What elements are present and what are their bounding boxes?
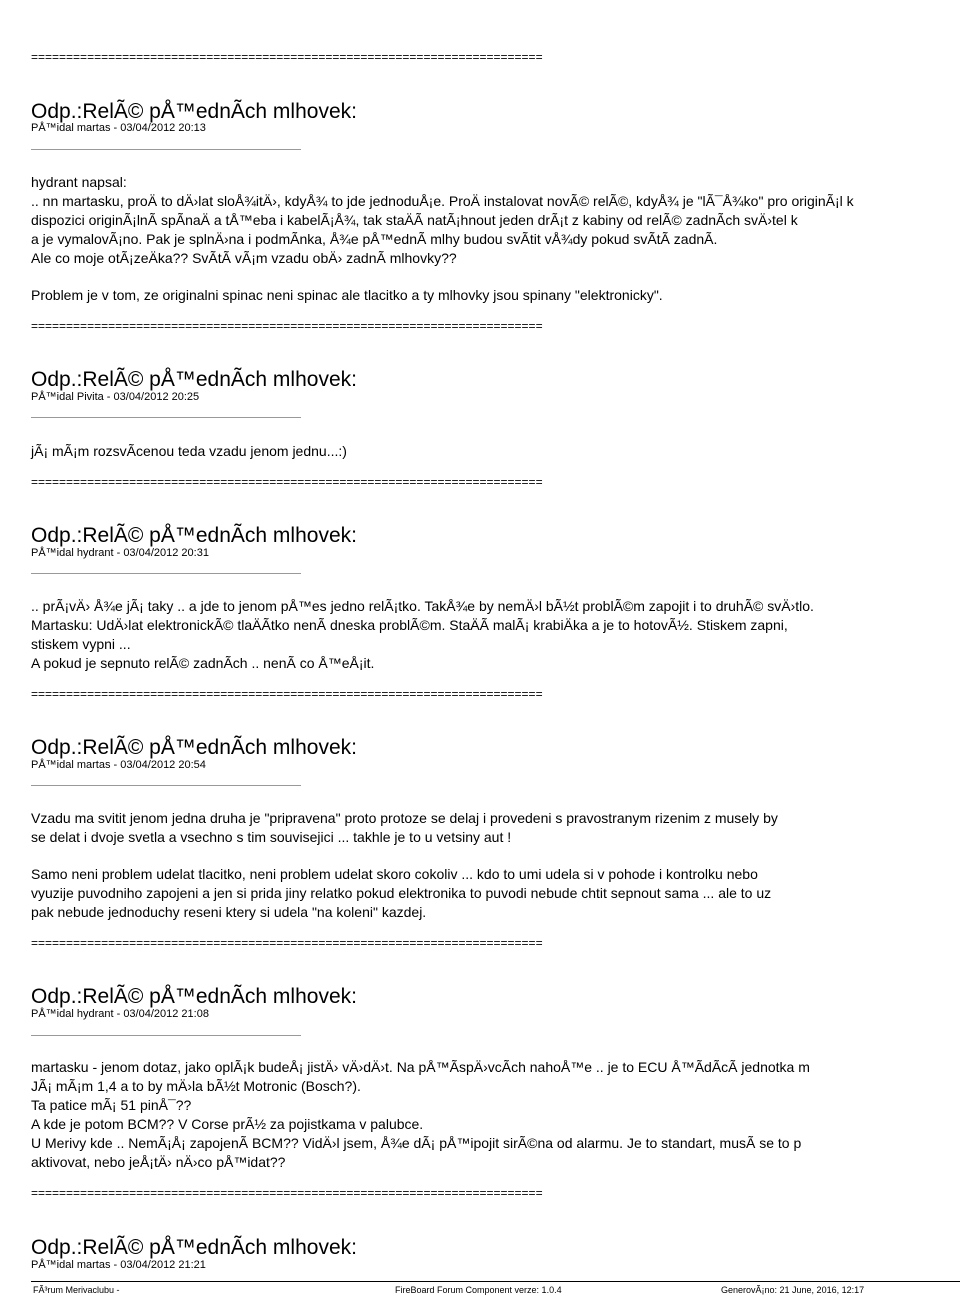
post-line: hydrant napsal:: [31, 174, 127, 190]
post-meta: PÅ™idal hydrant - 03/04/2012 21:08: [31, 1008, 209, 1020]
separator: =========================================================================: [31, 687, 543, 701]
post-title: Odp.:RelÃ© pÅ™ednÃch mlhovek:: [31, 1236, 357, 1259]
divider: [31, 785, 301, 786]
divider: [31, 1035, 301, 1036]
post-line: Problem je v tom, ze originalni spinac neni spinac ale tlacitko a ty mlhovky jsou spinany "elektronicky".: [31, 287, 663, 303]
post-line: martasku - jenom dotaz, jako oplÃ¡k budeÅ¡ jistÄ› vÄ›dÄ›t. Na pÅ™ÃspÄ›vcÃch nahoÅ™e .. je to ECU Å™ÃdÃcÃ jednotka m: [31, 1059, 810, 1075]
footer-generated: GenerovÃ¡no: 21 June, 2016, 12:17: [721, 1285, 865, 1295]
post-line: jÃ¡ mÃ¡m rozsvÃcenou teda vzadu jenom jednu...:): [31, 443, 347, 459]
separator: =========================================================================: [31, 50, 543, 64]
post-line: .. nn martasku, proÄ to dÄ›lat sloÅ¾itÄ›, kdyÅ¾ to jde jednoduÅ¡e. ProÄ instalovat novÃ© relÃ©, kdyÅ¾ je "lÃ¯Å¾ko" pro originÃ¡l k: [31, 193, 854, 209]
separator: =========================================================================: [31, 936, 543, 950]
post-title: Odp.:RelÃ© pÅ™ednÃch mlhovek:: [31, 368, 357, 391]
post-title: Odp.:RelÃ© pÅ™ednÃch mlhovek:: [31, 736, 357, 759]
post-meta: PÅ™idal martas - 03/04/2012 21:21: [31, 1259, 206, 1271]
post-line: U Merivy kde .. NemÃ¡Å¡ zapojenÃ BCM?? VidÄ›l jsem, Å¾e dÃ¡ pÅ™ipojit sirÃ©na od alarmu. Je to standart, musÃ se to p: [31, 1135, 802, 1151]
post-line: aktivovat, nebo jeÅ¡tÄ› nÄ›co pÅ™idat??: [31, 1154, 286, 1170]
post-line: A kde je potom BCM?? V Corse prÃ½ za pojistkama v palubce.: [31, 1116, 424, 1132]
post-title: Odp.:RelÃ© pÅ™ednÃch mlhovek:: [31, 524, 357, 547]
separator: =========================================================================: [31, 475, 543, 489]
separator: =========================================================================: [31, 319, 543, 333]
footer-component: FireBoard Forum Component verze: 1.0.4: [395, 1285, 562, 1295]
post-meta: PÅ™idal martas - 03/04/2012 20:13: [31, 122, 206, 134]
post-line: dispozici originÃ¡lnÃ spÃnaÄ a tÅ™eba i kabelÃ¡Å¾, tak staÄÃ natÃ¡hnout jeden drÃ¡t z kabiny od relÃ© zadnÃch svÄ›tel k: [31, 212, 798, 228]
post-line: se delat i dvoje svetla a vsechno s tim souvisejici ... takhle je to u vetsiny aut !: [31, 829, 512, 845]
footer-rule: [31, 1281, 960, 1282]
post-title: Odp.:RelÃ© pÅ™ednÃch mlhovek:: [31, 100, 357, 123]
footer-site: FÃ³rum Merivaclubu -: [33, 1285, 120, 1295]
post-line: Martasku: UdÄ›lat elektronickÃ© tlaÄÃtko nenÃ dneska problÃ©m. StaÄÃ malÃ¡ krabiÄka a je to hotovÃ½. Stiskem zapni,: [31, 617, 788, 633]
post-title: Odp.:RelÃ© pÅ™ednÃch mlhovek:: [31, 985, 357, 1008]
divider: [31, 573, 301, 574]
post-line: vyuzije puvodniho zapojeni a jen si prida jiny relatko pokud elektronika to puvodi nebude chtit sepnout sama ... ale to uz: [31, 885, 772, 901]
separator: =========================================================================: [31, 1186, 543, 1200]
post-line: a je vymalovÃ¡no. Pak je splnÄ›na i podmÃnka, Å¾e pÅ™ednÃ mlhy budou svÃtit vÅ¾dy pokud svÃtÃ zadnÃ.: [31, 231, 718, 247]
post-line: stiskem vypni ...: [31, 636, 131, 652]
post-meta: PÅ™idal Pivita - 03/04/2012 20:25: [31, 391, 200, 403]
post-line: Ale co moje otÃ¡zeÄka?? SvÃtÃ vÃ¡m vzadu obÄ› zadnÃ mlhovky??: [31, 250, 457, 266]
post-line: pak nebude jednoduchy reseni ktery si udela "na koleni" kazdej.: [31, 904, 427, 920]
post-line: Samo neni problem udelat tlacitko, neni problem udelat skoro cokoliv ... kdo to umi udela si v pohode i kontrolku nebo: [31, 866, 758, 882]
post-line: A pokud je sepnuto relÃ© zadnÃch .. nenÃ co Å™eÅ¡it.: [31, 655, 375, 671]
post-line: Ta patice mÃ¡ 51 pinÅ¯??: [31, 1097, 192, 1113]
post-line: Vzadu ma svitit jenom jedna druha je "pripravena" proto protoze se delaj i provedeni s pravostranym rizenim z musely by: [31, 810, 778, 826]
divider: [31, 417, 301, 418]
divider: [31, 149, 301, 150]
post-line: .. prÃ¡vÄ› Å¾e jÃ¡ taky .. a jde to jenom pÅ™es jedno relÃ¡tko. TakÅ¾e by nemÄ›l bÃ½t problÃ©m zapojit i to druhÃ© svÄ›tlo.: [31, 598, 814, 614]
post-meta: PÅ™idal martas - 03/04/2012 20:54: [31, 759, 206, 771]
post-meta: PÅ™idal hydrant - 03/04/2012 20:31: [31, 547, 209, 559]
post-line: JÃ¡ mÃ¡m 1,4 a to by mÄ›la bÃ½t Motronic (Bosch?).: [31, 1078, 361, 1094]
